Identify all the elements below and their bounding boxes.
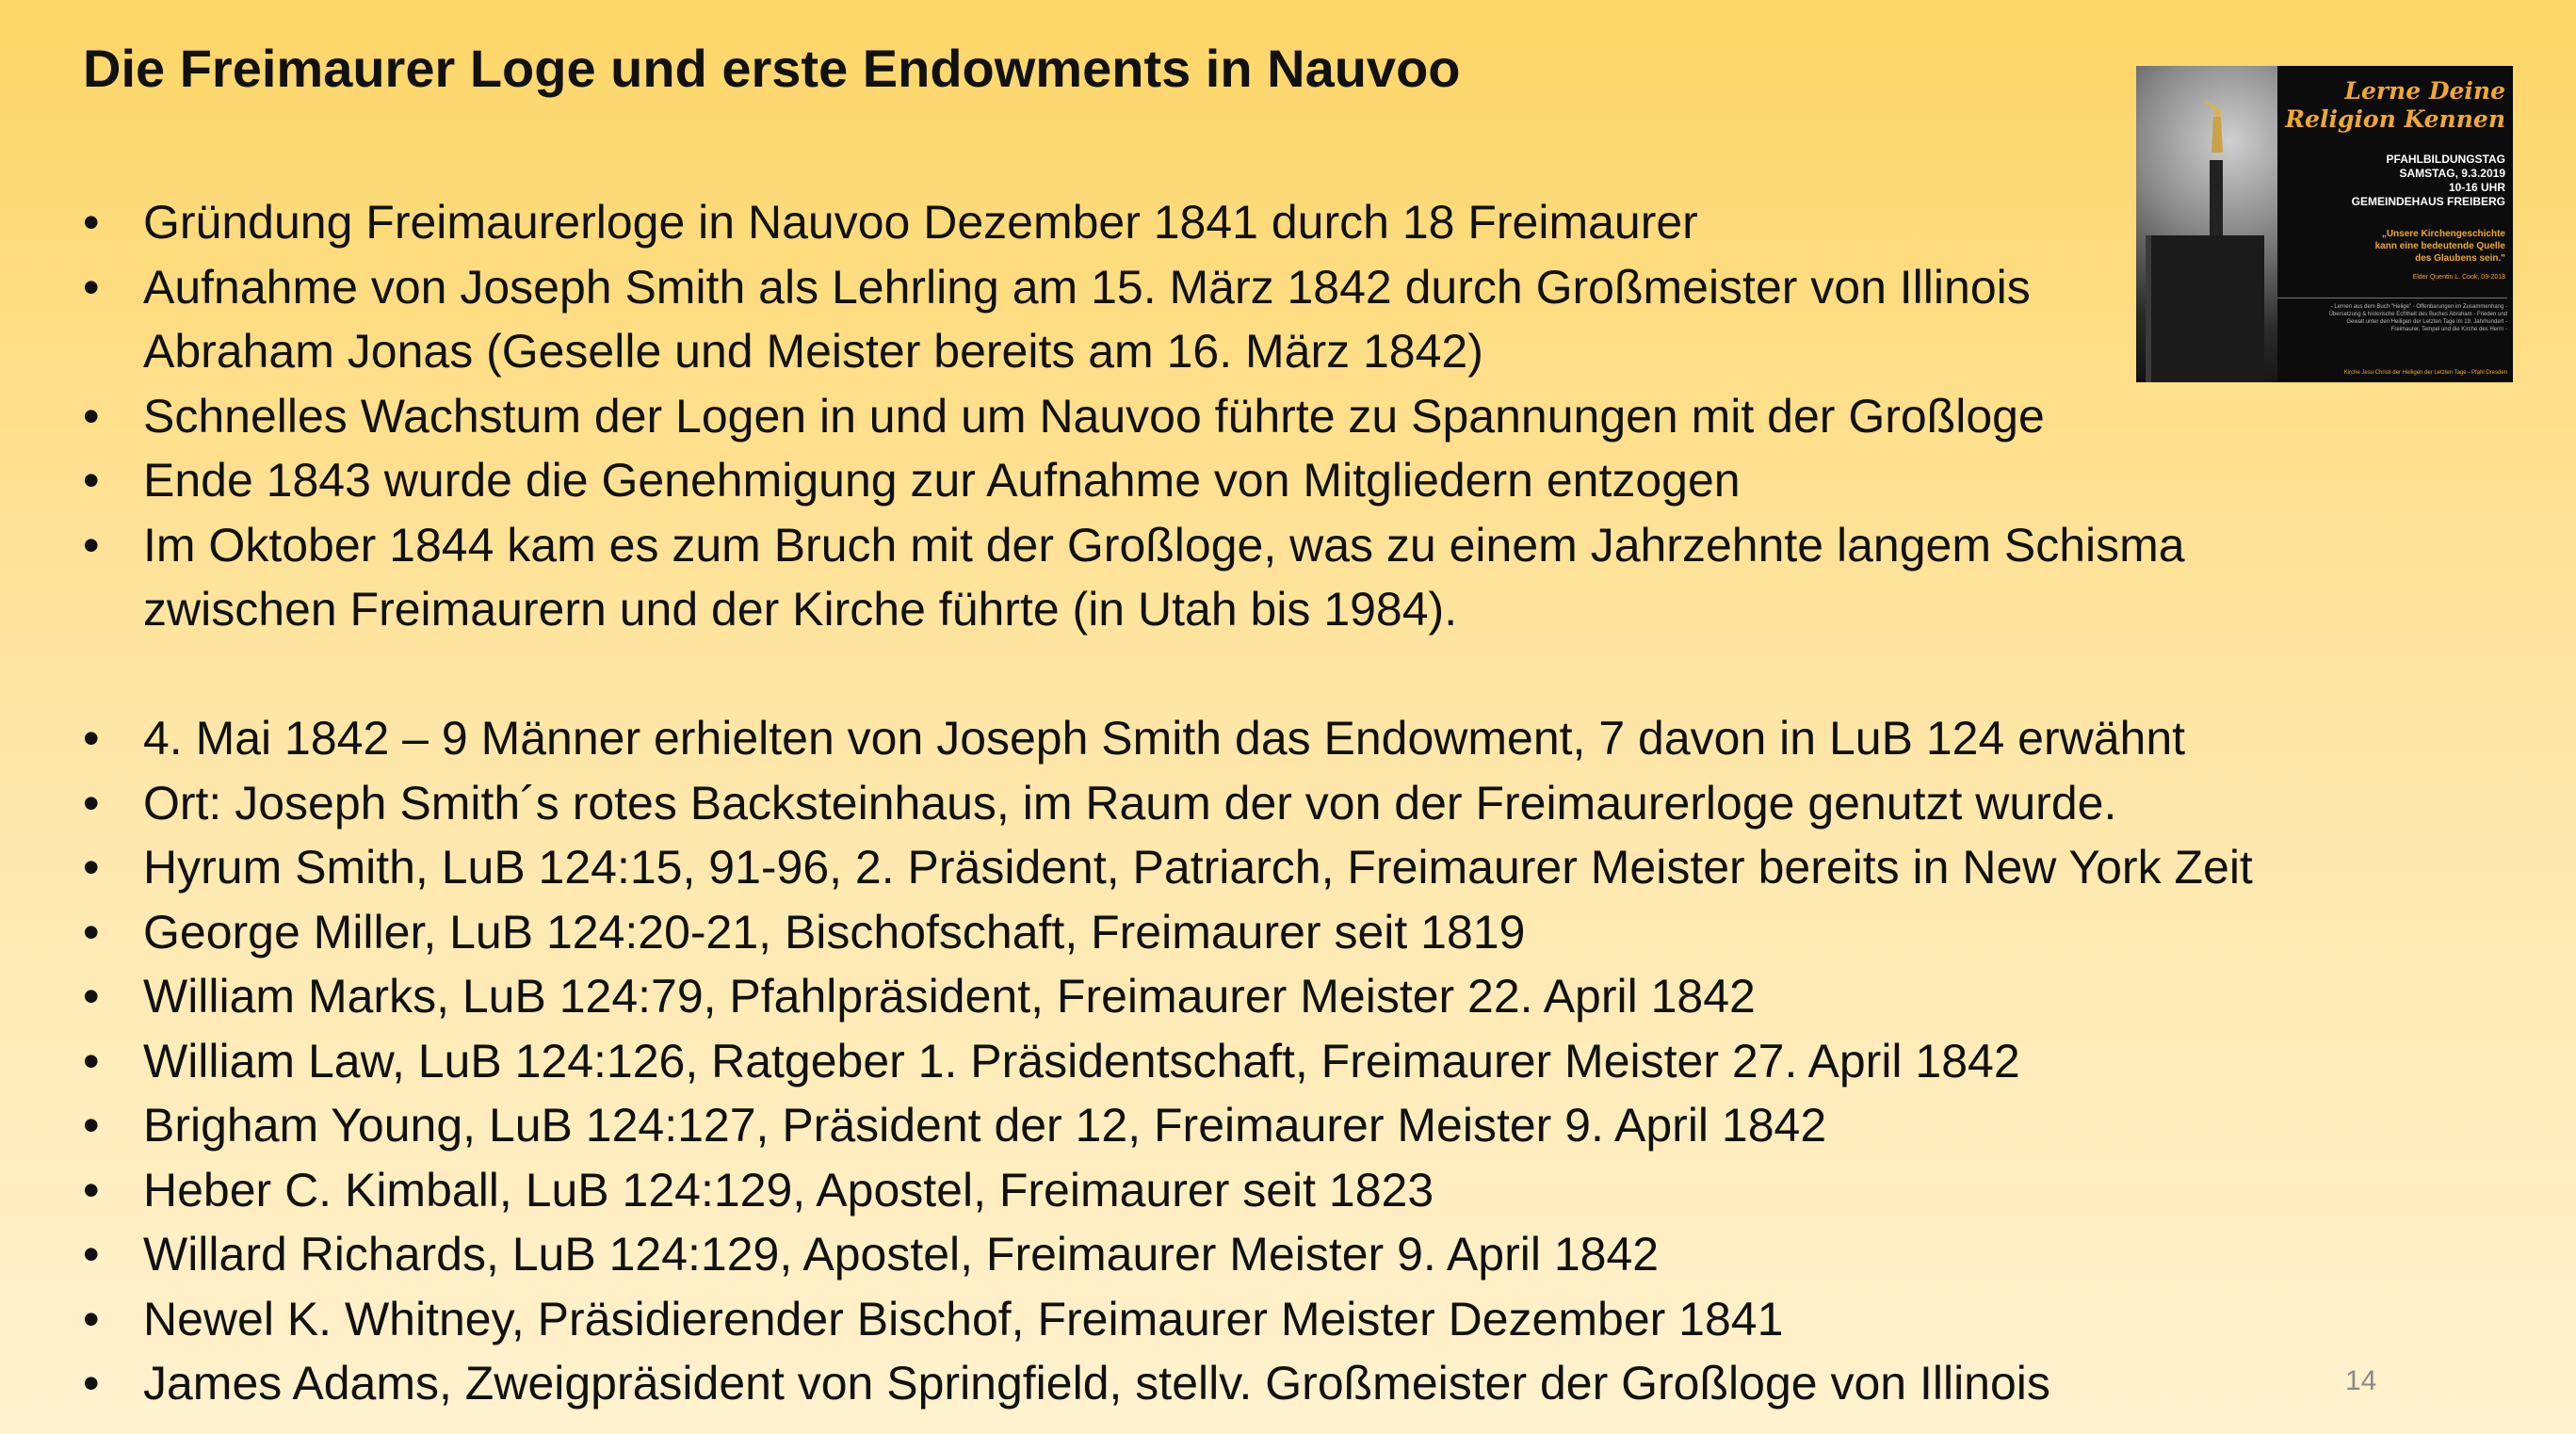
bullet-text: Brigham Young, LuB 124:127, Präsident der 12, Freimaurer Meister 9. April 1842	[143, 1099, 1827, 1152]
bullet-text: William Law, LuB 124:126, Ratgeber 1. Präsidentschaft, Freimaurer Meister 27. April 1842	[143, 1034, 2020, 1088]
bullet-marker: •	[83, 196, 100, 249]
bullet-item	[83, 706, 2253, 771]
poster-event-details: PFAHLBILDUNGSTAG SAMSTAG, 9.3.2019 10-16 UHR GEMEINDEHAUS FREIBERG	[2351, 153, 2505, 208]
bullet-marker: •	[83, 905, 100, 959]
bullet-marker: •	[83, 1357, 100, 1410]
bullet-item	[83, 1287, 2253, 1352]
bullet-marker: •	[83, 260, 100, 314]
bullet-item	[83, 1029, 2253, 1094]
bullet-marker: •	[83, 1099, 100, 1152]
bullet-item	[83, 1158, 2253, 1223]
event-poster-image	[2136, 66, 2513, 382]
bullet-item	[83, 513, 2253, 642]
bullet-text-continuation: zwischen Freimaurern und der Kirche führte (in Utah bis 1984).	[143, 583, 1458, 636]
bullet-item	[83, 835, 2253, 900]
poster-heading: Lerne Deine Religion Kennen	[2285, 77, 2505, 133]
bullet-marker: •	[83, 841, 100, 894]
angel-moroni-statue-icon	[2202, 94, 2230, 160]
bullet-text: 4. Mai 1842 – 9 Männer erhielten von Joseph Smith das Endowment, 7 davon in LuB 124 erwähnt	[143, 712, 2186, 765]
bullet-text: Aufnahme von Joseph Smith als Lehrling am 15. März 1842 durch Großmeister von Illinois	[143, 260, 2031, 314]
bullet-text: Newel K. Whitney, Präsidierender Bischof, Freimaurer Meister Dezember 1841	[143, 1292, 1784, 1345]
bullet-text: Schnelles Wachstum der Logen in und um Nauvoo führte zu Spannungen mit der Großloge	[143, 389, 2045, 443]
temple-tower	[2146, 235, 2264, 382]
slide-title: Die Freimaurer Loge und erste Endowments in Nauvoo	[83, 39, 1461, 98]
bullet-text: Ort: Joseph Smith´s rotes Backsteinhaus, im Raum der von der Freimaurerloge genutzt wurde.	[143, 776, 2117, 830]
page-number: 14	[2345, 1365, 2377, 1396]
bullet-marker: •	[83, 970, 100, 1023]
bullet-text: Gründung Freimaurerloge in Nauvoo Dezember 1841 durch 18 Freimaurer	[143, 196, 1698, 249]
bullet-item	[83, 255, 2253, 384]
bullet-marker: •	[83, 776, 100, 830]
bullet-text: Heber C. Kimball, LuB 124:129, Apostel, Freimaurer seit 1823	[143, 1163, 1434, 1216]
bullet-text: Ende 1843 wurde die Genehmigung zur Aufnahme von Mitgliedern entzogen	[143, 454, 1741, 507]
bullet-item	[83, 1093, 2253, 1158]
poster-quote: „Unsere Kirchengeschichte kann eine bedeutende Quelle des Glaubens sein."	[2374, 229, 2505, 264]
bullet-item	[83, 964, 2253, 1029]
bullet-item	[83, 1222, 2253, 1287]
bullet-marker: •	[83, 712, 100, 765]
bullet-marker: •	[83, 1034, 100, 1088]
bullet-item	[83, 448, 2253, 513]
bullet-text-continuation: Abraham Jonas (Geselle und Meister bereits am 16. März 1842)	[143, 325, 1483, 378]
bullet-item	[83, 190, 2253, 255]
bullet-text: Willard Richards, LuB 124:129, Apostel, Freimaurer Meister 9. April 1842	[143, 1228, 1660, 1281]
bullet-marker: •	[83, 1163, 100, 1216]
bullet-item	[83, 771, 2253, 836]
bullet-text: Im Oktober 1844 kam es zum Bruch mit der Großloge, was zu einem Jahrzehnte langem Schisma	[143, 518, 2185, 572]
list-spacer	[83, 642, 2253, 707]
bullet-text: William Marks, LuB 124:79, Pfahlpräsident, Freimaurer Meister 22. April 1842	[143, 970, 1756, 1023]
bullet-item	[83, 384, 2253, 449]
poster-topics: - Lernen aus dem Buch "Helige" - Offenbarungen im Zusammenhang - Übersetzung & historische Echtheit des Buches Abraham - Frieden und Gewalt unter den Heiligen der Letzten Tage im 19. Jahrhundert - Freimaurer, Tempel und die Kirche des Herrn -	[2328, 304, 2507, 332]
bullet-marker: •	[83, 454, 100, 507]
bullet-marker: •	[83, 1292, 100, 1345]
bullet-marker: •	[83, 1228, 100, 1281]
bullet-marker: •	[83, 518, 100, 572]
bullet-list	[83, 190, 2253, 1416]
bullet-item	[83, 1351, 2253, 1416]
bullet-item	[83, 900, 2253, 965]
bullet-text: James Adams, Zweigpräsident von Springfield, stellv. Großmeister der Großloge von Illinois	[143, 1357, 2050, 1410]
poster-quote-author: Elder Quentin L. Cook, 09-2018	[2412, 274, 2505, 281]
bullet-text: George Miller, LuB 124:20-21, Bischofschaft, Freimaurer seit 1819	[143, 905, 1526, 959]
bullet-text: Hyrum Smith, LuB 124:15, 91-96, 2. Präsident, Patriarch, Freimaurer Meister bereits in New York Zeit	[143, 841, 2253, 894]
bullet-marker: •	[83, 389, 100, 443]
poster-footer: Kirche Jesu Christi der Heiligen der Letzten Tage - Pfahl Dresden	[2343, 370, 2507, 376]
temple-spire	[2210, 160, 2223, 235]
